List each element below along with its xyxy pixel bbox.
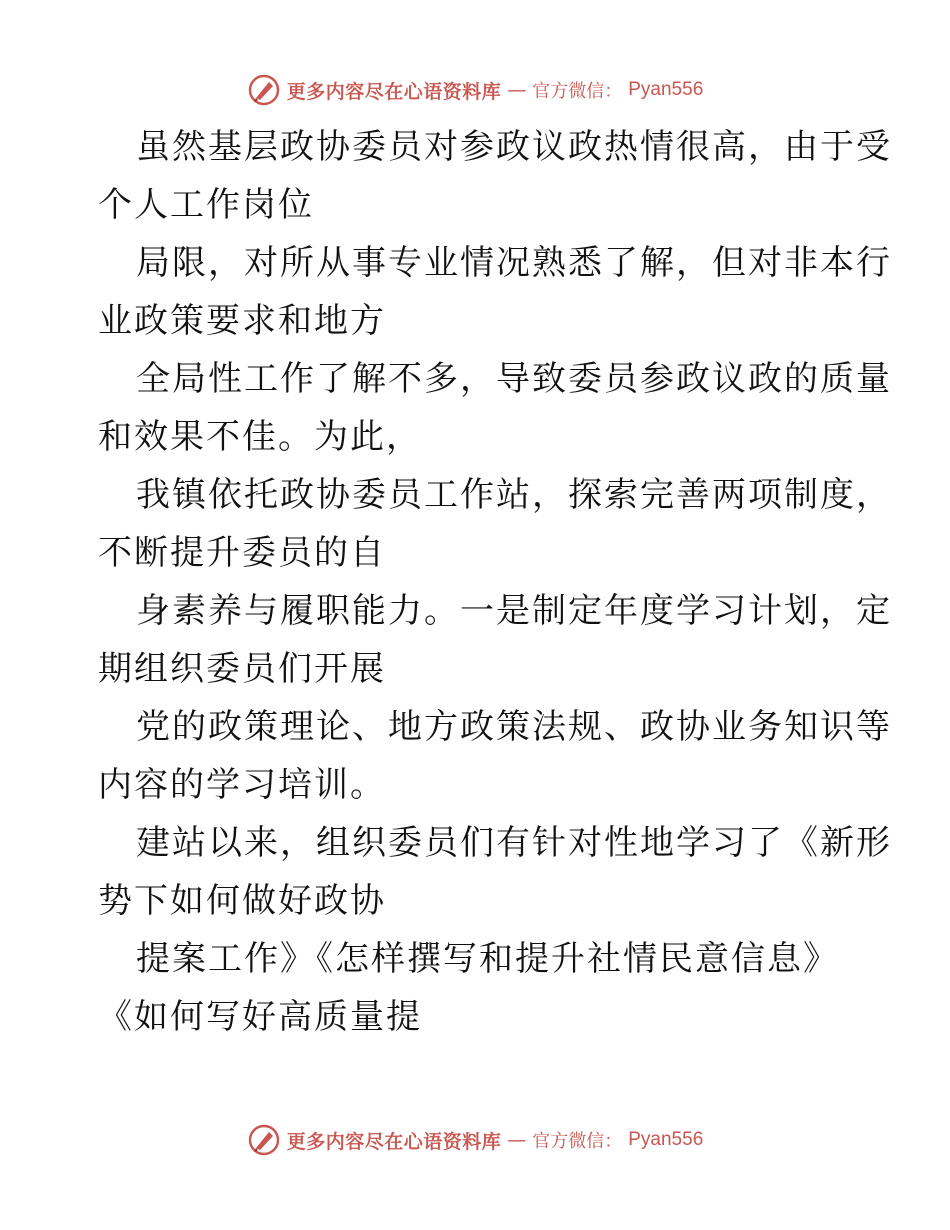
paragraph-continuation: 期组织委员们开展 <box>98 649 386 689</box>
watermark-wechat-label: 官方微信： <box>532 1131 623 1152</box>
paragraph <box>98 350 892 466</box>
paragraph-first-line: 我镇依托政协委员工作站，探索完善两项制度， <box>136 475 892 515</box>
paragraph-first-line: 身素养与履职能力。一是制定年度学习计划，定 <box>136 591 892 631</box>
pen-logo-icon <box>247 1123 281 1157</box>
paragraph <box>98 466 892 582</box>
paragraph-first-line: 党的政策理论、地方政策法规、政协业务知识等 <box>136 707 892 747</box>
paragraph-first-line: 虽然基层政协委员对参政议政热情很高，由于受 <box>136 127 892 167</box>
footer-watermark <box>0 1120 950 1160</box>
header-watermark <box>0 70 950 110</box>
paragraph <box>98 118 892 234</box>
paragraph-continuation: 和效果不佳。为此， <box>98 417 422 457</box>
paragraph-first-line: 提案工作》《怎样撰写和提升社情民意信息》 <box>136 939 839 979</box>
watermark-wechat-id: Pyan556 <box>628 1129 704 1150</box>
watermark-separator: — <box>507 79 527 101</box>
paragraph-continuation: 不断提升委员的自 <box>98 533 386 573</box>
paragraph-continuation: 内容的学习培训。 <box>98 765 386 805</box>
paragraph-first-line: 局限，对所从事专业情况熟悉了解，但对非本行 <box>136 243 892 283</box>
paragraph <box>98 582 892 698</box>
paragraph-first-line: 全局性工作了解不多，导致委员参政议政的质量 <box>136 359 892 399</box>
document-body <box>98 118 892 1046</box>
paragraph-continuation: 业政策要求和地方 <box>98 301 386 341</box>
watermark-wechat-id: Pyan556 <box>628 79 704 100</box>
paragraph-continuation: 《如何写好高质量提 <box>98 997 422 1037</box>
watermark-separator: — <box>507 1129 527 1151</box>
pen-logo-icon <box>247 73 281 107</box>
paragraph <box>98 814 892 930</box>
paragraph-continuation: 势下如何做好政协 <box>98 881 386 921</box>
paragraph <box>98 930 858 1046</box>
watermark-site-name: 更多内容尽在心语资料库 <box>286 1130 502 1153</box>
paragraph <box>98 234 892 350</box>
paragraph-first-line: 建站以来，组织委员们有针对性地学习了《新形 <box>136 823 892 863</box>
paragraph-continuation: 个人工作岗位 <box>98 185 314 225</box>
watermark-site-name: 更多内容尽在心语资料库 <box>286 80 502 103</box>
watermark-wechat-label: 官方微信： <box>532 81 623 102</box>
paragraph <box>98 698 892 814</box>
